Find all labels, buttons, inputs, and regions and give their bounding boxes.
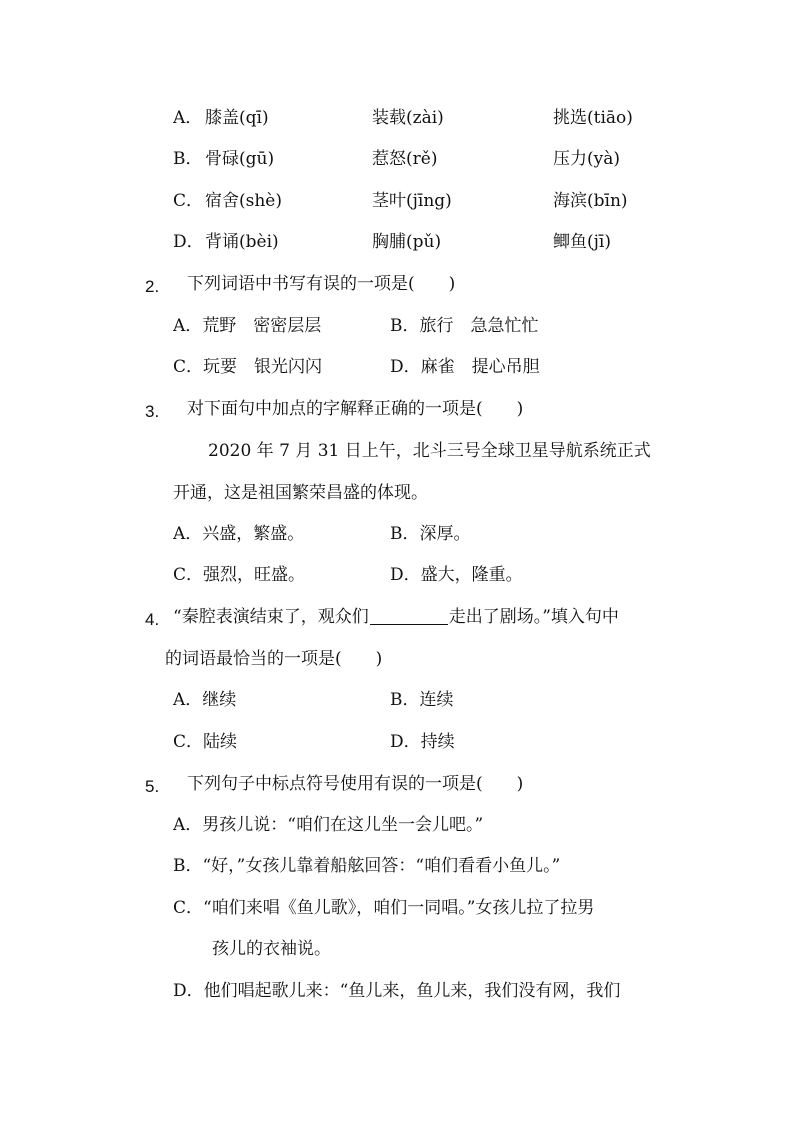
option-a: A．兴盛，繁盛。 xyxy=(173,524,305,544)
word-3: 鲫鱼(jī) xyxy=(553,232,611,252)
option-b: B．连续 xyxy=(390,690,454,710)
word-1: 骨碌(gū) xyxy=(205,149,275,169)
option-b: B．深厚。 xyxy=(390,524,471,544)
stem-after-blank: 走出了剧场。”填入句中 xyxy=(448,607,619,627)
option-c: C．陆续 xyxy=(173,732,238,752)
option-letter: D． xyxy=(173,232,204,252)
option-d: D．持续 xyxy=(390,732,455,752)
stem-before-blank: “秦腔表演结束了，观众们 xyxy=(173,607,369,627)
question-number: 3. xyxy=(145,402,160,421)
question-number: 2. xyxy=(145,277,160,296)
option-d: D．盛大，隆重。 xyxy=(390,565,523,585)
question-number: 5. xyxy=(145,777,160,796)
option-letter: A． xyxy=(173,108,203,128)
option-a: A．男孩儿说：“咱们在这儿坐一会儿吧。” xyxy=(173,815,484,835)
passage-line-1: 2020 年 7 月 31 日上午，北斗三号全球卫星导航系统正式 xyxy=(208,441,651,461)
option-d: D．麻雀 提心吊胆 xyxy=(390,357,540,377)
question-number: 4. xyxy=(145,610,160,629)
word-2: 装载(zài) xyxy=(372,108,444,128)
word-1: 宿舍(shè) xyxy=(205,191,282,211)
option-d: D．他们唱起歌儿来：“鱼儿来，鱼儿来，我们没有网，我们 xyxy=(173,981,621,1001)
option-c-line-1: C．“咱们来唱《鱼儿歌》，咱们一同唱。”女孩儿拉了拉男 xyxy=(173,898,595,918)
option-letter: B． xyxy=(173,149,203,169)
question-stem: 对下面句中加点的字解释正确的一项是( ) xyxy=(187,399,524,419)
question-stem-line-2: 的词语最恰当的一项是( ) xyxy=(165,649,383,669)
option-c-line-2: 孩儿的衣袖说。 xyxy=(212,939,331,959)
option-b: B．“好，”女孩儿靠着船舷回答：“咱们看看小鱼儿。” xyxy=(173,856,561,876)
word-3: 挑选(tiāo) xyxy=(553,108,633,128)
word-2: 胸脯(pǔ) xyxy=(372,232,442,252)
option-c: C．玩要 银光闪闪 xyxy=(173,357,323,377)
question-stem: 下列词语中书写有误的一项是( ) xyxy=(187,274,456,294)
option-b: B．旅行 急急忙忙 xyxy=(390,316,539,336)
question-stem: 下列句子中标点符号使用有误的一项是( ) xyxy=(187,774,524,794)
question-stem-line-1 xyxy=(173,606,619,628)
answer-blank xyxy=(370,608,448,625)
passage-line-2: 开通，这是祖国繁荣昌盛的体现。 xyxy=(173,483,428,503)
word-2: 茎叶(jīng) xyxy=(372,191,452,211)
word-1: 背诵(bèi) xyxy=(205,232,279,252)
word-3: 海滨(bīn) xyxy=(553,191,628,211)
option-letter: C． xyxy=(173,191,204,211)
word-2: 惹怒(rě) xyxy=(372,149,438,169)
word-1: 膝盖(qī) xyxy=(205,108,269,128)
option-a: A．荒野 密密层层 xyxy=(173,316,322,336)
word-3: 压力(yà) xyxy=(553,149,621,169)
option-c: C．强烈，旺盛。 xyxy=(173,565,306,585)
option-a: A．继续 xyxy=(173,690,237,710)
